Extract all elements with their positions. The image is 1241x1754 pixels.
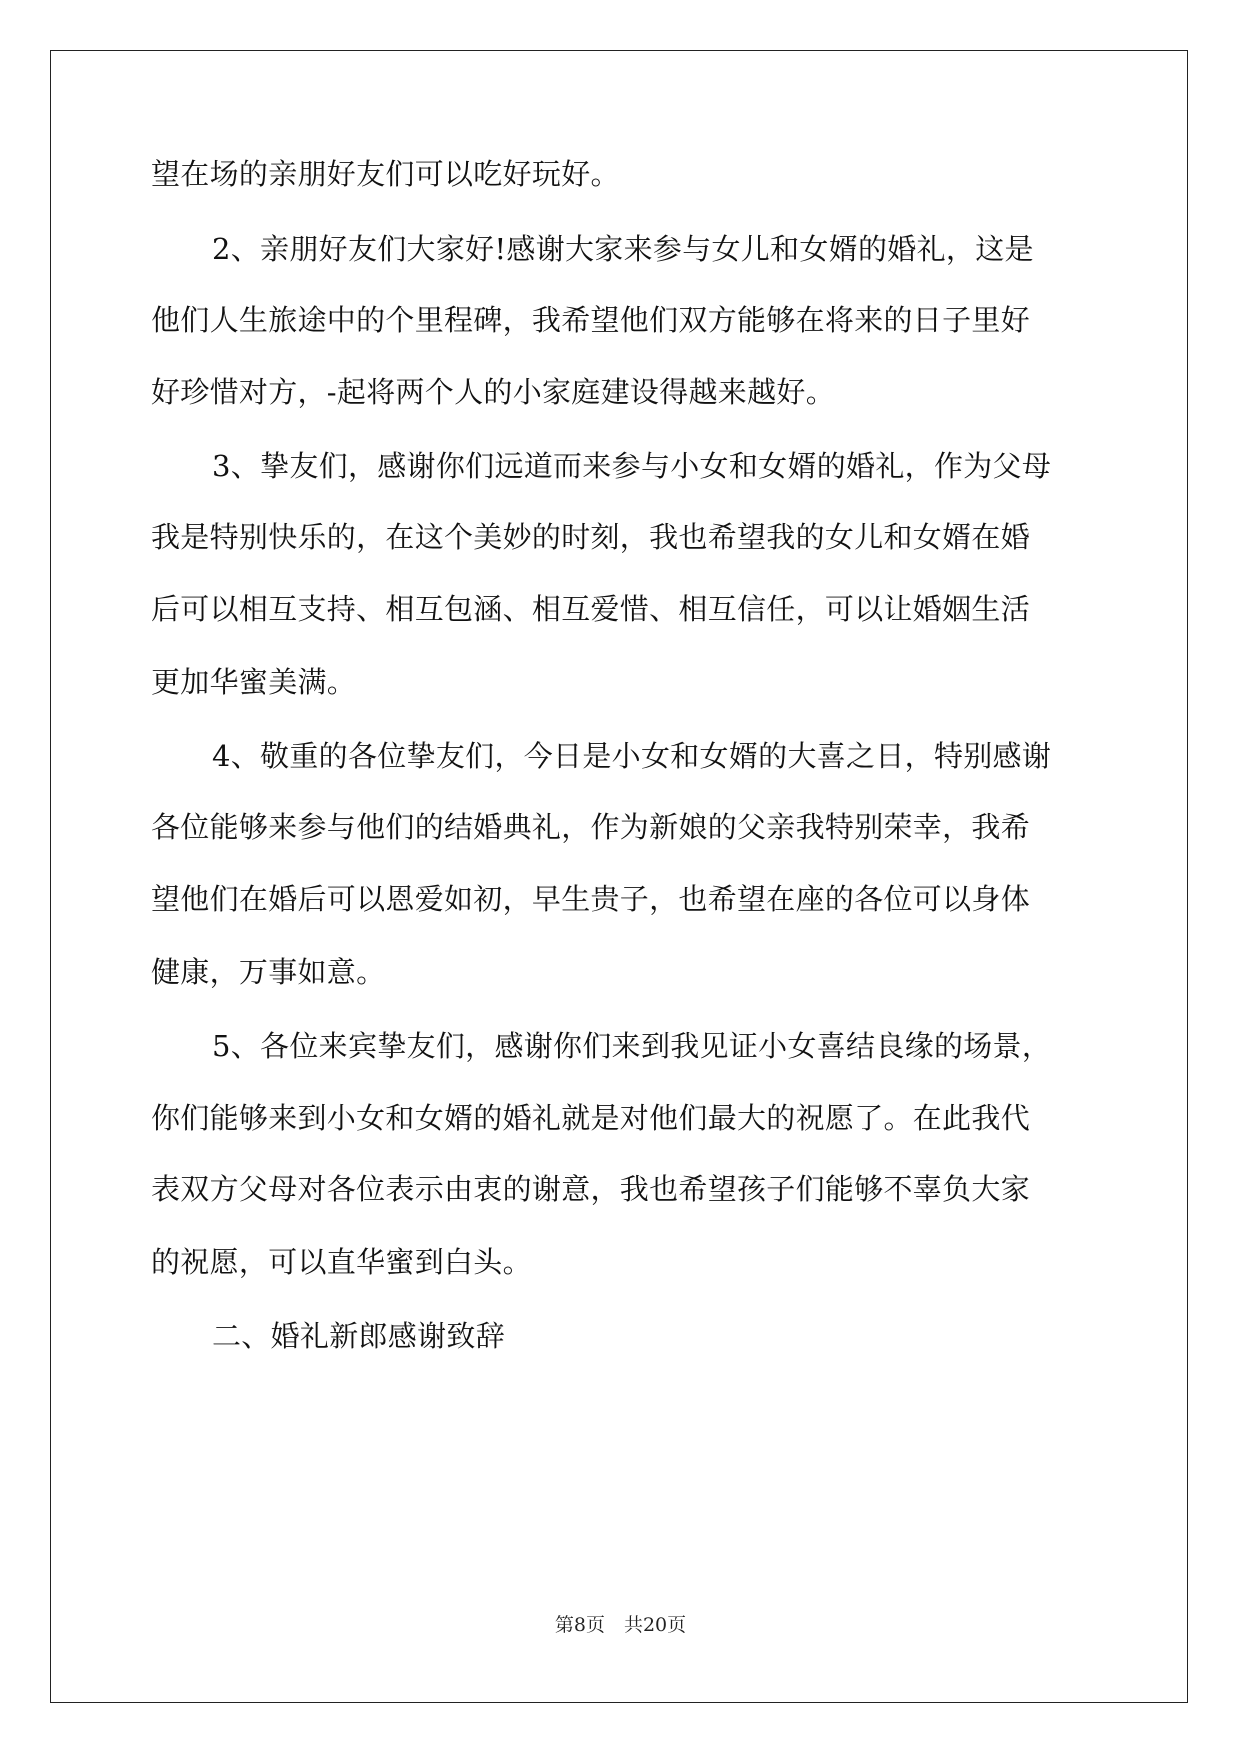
page-number: 第8页 共20页 xyxy=(554,1614,687,1636)
text-line: 各位能够来参与他们的结婚典礼，作为新娘的父亲我特别荣幸，我希 xyxy=(151,810,1031,844)
text-line: 表双方父母对各位表示由衷的谢意，我也希望孩子们能够不辜负大家 xyxy=(151,1172,1031,1206)
page-border xyxy=(50,50,1188,1703)
text-line: 后可以相互支持、相互包涵、相互爱惜、相互信任，可以让婚姻生活 xyxy=(151,592,1031,626)
text-line: 健康，万事如意。 xyxy=(151,955,386,989)
text-line: 更加华蜜美满。 xyxy=(151,665,357,699)
text-line: 我是特别快乐的，在这个美妙的时刻，我也希望我的女儿和女婿在婚 xyxy=(151,520,1031,554)
text-line: 他们人生旅途中的个里程碑，我希望他们双方能够在将来的日子里好 xyxy=(151,303,1031,337)
paragraph-4-start: 4、敬重的各位挚友们，今日是小女和女婿的大喜之日，特别感谢 xyxy=(212,739,1052,773)
text-line: 好珍惜对方，-起将两个人的小家庭建设得越来越好。 xyxy=(151,375,835,409)
text-line: 望他们在婚后可以恩爱如初，早生贵子，也希望在座的各位可以身体 xyxy=(151,882,1031,916)
text-line: 你们能够来到小女和女婿的婚礼就是对他们最大的祝愿了。在此我代 xyxy=(151,1101,1031,1135)
text-line: 的祝愿，可以直华蜜到白头。 xyxy=(151,1245,532,1279)
paragraph-5-start: 5、各位来宾挚友们，感谢你们来到我见证小女喜结良缘的场景， xyxy=(212,1029,1052,1063)
text-line: 望在场的亲朋好友们可以吃好玩好。 xyxy=(151,157,620,191)
paragraph-3-start: 3、挚友们，感谢你们远道而来参与小女和女婿的婚礼，作为父母 xyxy=(212,449,1052,483)
section-heading: 二、婚礼新郎感谢致辞 xyxy=(212,1319,506,1353)
paragraph-2-start: 2、亲朋好友们大家好!感谢大家来参与女儿和女婿的婚礼，这是 xyxy=(212,232,1034,266)
